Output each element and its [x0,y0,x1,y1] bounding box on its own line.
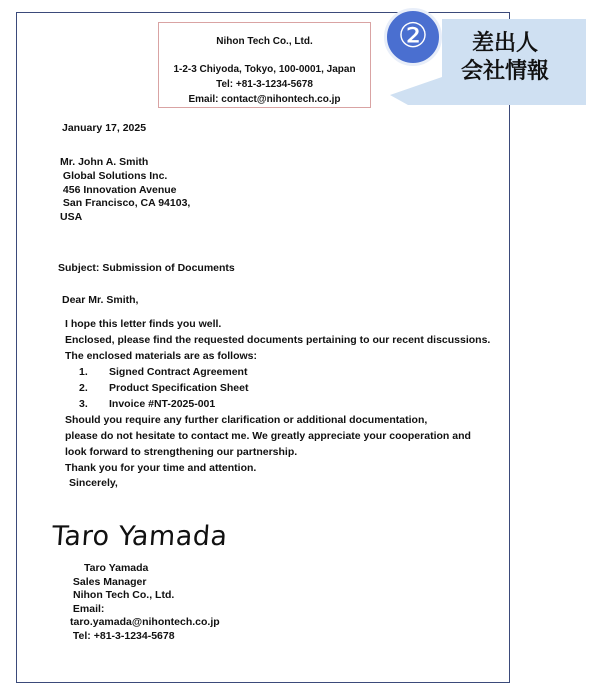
sender-info-box [158,22,371,108]
signature-line: taro.yamada@nihontech.co.jp [70,616,220,629]
list-item [65,364,490,380]
sender-address: 1-2-3 Chiyoda, Tokyo, 100-0001, Japan [173,64,356,75]
handwritten-signature: Taro Yamada [50,521,229,552]
body-line: The enclosed materials are as follows: [65,350,257,362]
list-item-number: 3. [79,398,88,410]
sender-tel: Tel: +81-3-1234-5678 [216,79,313,90]
recipient-address [60,156,190,225]
letter-body [65,316,490,476]
body-line: Thank you for your time and attention. [65,462,257,474]
letter-subject: Subject: Submission of Documents [58,262,235,274]
recipient-line: Global Solutions Inc. [60,169,168,182]
list-item [65,380,490,396]
signature-line: Taro Yamada [84,562,149,574]
signature-line: Tel: +81-3-1234-5678 [70,629,175,642]
body-line: please do not hesitate to contact me. We greatly appreciate your cooperation and [65,430,471,442]
signature-line: Email: [70,602,105,615]
letter-closing: Sincerely, [69,477,118,489]
recipient-line: Mr. John A. Smith [60,156,149,168]
signature-line: Nihon Tech Co., Ltd. [73,589,175,602]
body-line: look forward to strengthening our partnership. [65,446,298,458]
letter-date: January 17, 2025 [62,122,147,134]
signature-block [70,562,220,644]
recipient-line: USA [60,211,83,224]
sender-email: Email: contact@nihontech.co.jp [188,94,341,105]
number-badge: ② [384,8,442,66]
list-item-number: 2. [79,382,88,394]
list-item-text: Signed Contract Agreement [109,366,248,378]
body-line: I hope this letter finds you well. [65,318,222,330]
list-item-text: Product Specification Sheet [109,382,249,394]
callout-line-2: 会社情報 [460,59,549,84]
signature-line: Sales Manager [70,575,147,588]
body-line: Enclosed, please find the requested documents pertaining to our recent discussions. [65,334,491,346]
recipient-line: San Francisco, CA 94103, [60,197,191,210]
letter-salutation: Dear Mr. Smith, [62,294,139,306]
body-line: Should you require any further clarification or additional documentation, [65,414,428,426]
callout-title [440,30,570,86]
list-item-number: 1. [79,366,88,378]
callout-line-1: 差出人 [471,31,538,56]
recipient-line: 456 Innovation Avenue [60,183,177,196]
list-item-text: Invoice #NT-2025-001 [109,398,216,410]
sender-company: Nihon Tech Co., Ltd. [216,36,313,47]
list-item [65,396,490,412]
